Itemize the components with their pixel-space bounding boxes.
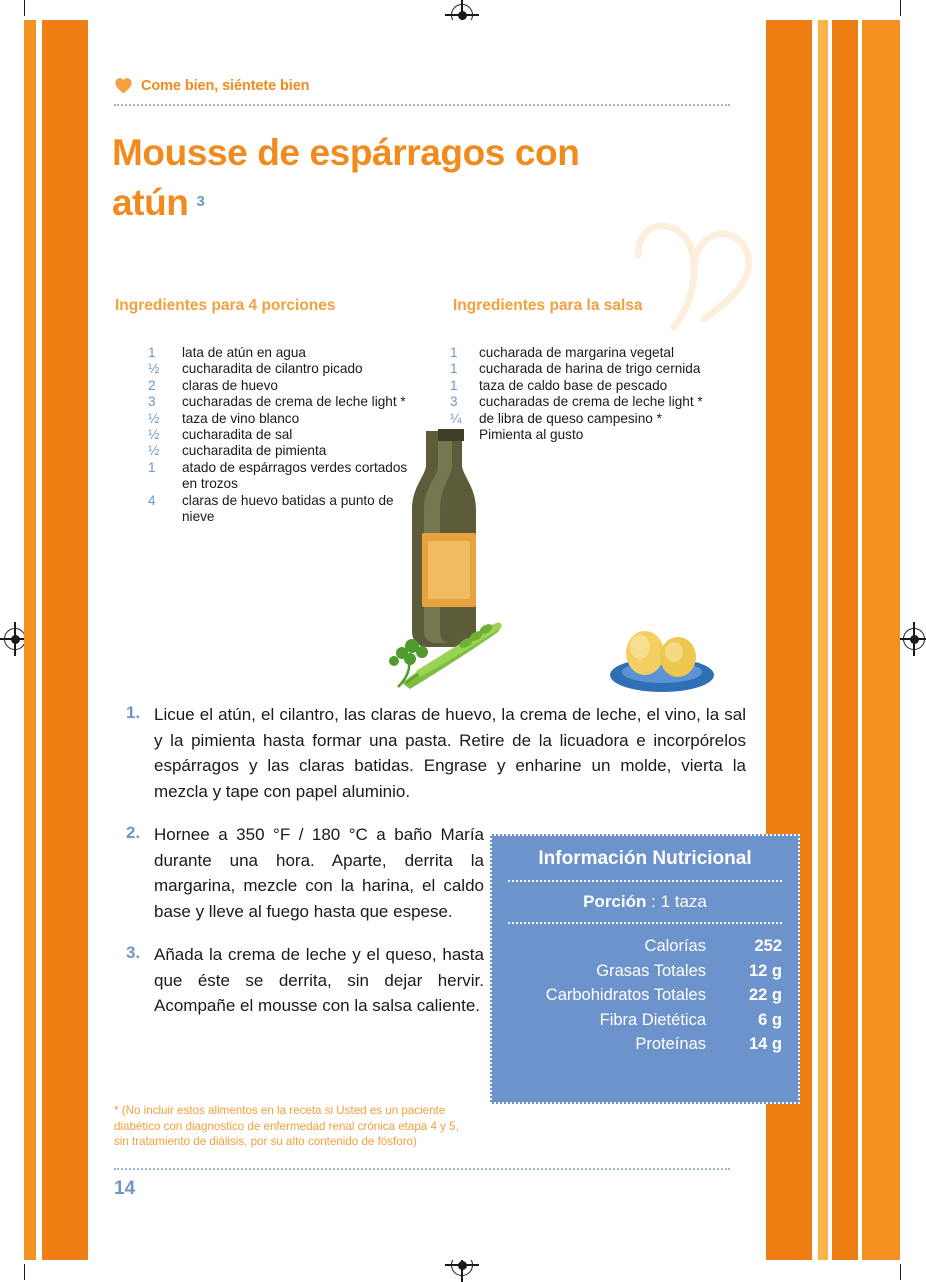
ingredient-quantity: 1 [450,361,458,377]
list-item [450,394,715,410]
ingredient-text: cucharada de harina de trigo cernida [479,361,701,377]
eggs-on-plate-illustration [605,615,720,695]
nutrition-value: 12 g [748,961,782,980]
list-item [148,460,408,493]
wine-bottle-illustration [388,425,528,695]
nutrition-label: Fibra Dietética [599,1010,706,1029]
ingredients-main-list [148,345,408,525]
nutrition-row [508,934,782,959]
ingredient-quantity: 3 [148,394,156,410]
ingredient-quantity: ¼ [450,410,462,426]
list-item [148,411,408,427]
kicker-label: Come bien, siéntete bien [141,77,310,94]
nutrition-row [508,959,782,984]
ingredient-text: taza de vino blanco [182,410,300,426]
registration-mark-right [903,628,925,650]
ingredient-text: cucharadita de sal [182,427,293,443]
ingredient-quantity: ½ [148,427,160,443]
page-title-superscript: 3 [196,192,205,210]
ingredient-text: claras de huevo [182,377,278,393]
ingredient-quantity: 1 [148,459,156,475]
step-text: Añada la crema de leche y el queso, hasta que éste se derrita, sin dejar hervir. Acompañe el mousse con la salsa caliente. [154,945,484,1015]
nutrition-info-box [490,834,800,1104]
nutrition-divider [508,922,782,924]
nutrition-label: Carbohidratos Totales [545,986,706,1004]
ingredient-text: de libra de queso campesino * Pimienta al gusto [479,410,662,443]
list-item [148,427,408,443]
nutrition-portion-label: Porción [583,892,647,911]
ingredient-quantity: 2 [148,377,156,393]
step-number: 2. [126,823,141,842]
nutrition-portion [508,892,782,912]
list-item [148,394,408,410]
step-number: 3. [126,943,141,962]
page-number: 14 [114,1178,136,1199]
nutrition-value: 14 g [748,1035,782,1053]
ingredient-quantity: ½ [148,443,160,459]
ingredient-text: cucharada de margarina vegetal [479,345,674,360]
divider-bottom [114,1168,730,1170]
ingredient-text: claras de huevo batidas a punto de nieve [182,492,394,525]
ingredient-text: taza de caldo base de pescado [479,377,668,393]
decorative-band-right-mid [832,20,858,1260]
ingredients-main-heading: Ingredientes para 4 porciones [115,297,336,314]
list-item [450,361,715,377]
page-title [112,128,672,228]
crop-mark [900,1264,901,1280]
nutrition-label: Proteínas [635,1035,706,1053]
list-item [148,443,408,459]
step-number: 1. [126,703,141,722]
step-text: Licue el atún, el cilantro, las claras de huevo, la crema de leche, el vino, la sal y la pimienta hasta formar una pasta. Retire de la licuadora e incorpórelos espárragos y las claras batidas. Engrase y enharine un molde, vierta la mezcla y tape con papel aluminio. [154,705,746,801]
decorative-band-right-light [818,20,828,1260]
ingredient-text: cucharadas de crema de leche light * [479,394,703,410]
nutrition-rows [508,934,782,1057]
ingredient-quantity: 4 [148,492,156,508]
nutrition-row [508,1032,782,1057]
ingredient-text: cucharadas de crema de leche light * [182,394,406,410]
page-title-text: Mousse de espárragos con atún [112,132,580,223]
ingredient-text: lata de atún en agua [182,345,306,360]
decorative-band-right-outer [862,20,900,1260]
list-item [148,378,408,394]
divider-top [114,104,730,106]
ingredient-quantity: 1 [450,377,458,393]
heart-icon [114,77,133,94]
list-item [148,493,408,526]
nutrition-row [508,1008,782,1033]
registration-mark-left [4,628,26,650]
footnote: * (No incluir estos alimentos en la receta si Usted es un paciente diabético con diagnostico de enfermedad renal crónica etapa 4 y 5, sin tratamiento de diálisis, por su alto contenido de fósforo) [114,1104,459,1148]
nutrition-value: 22 g [748,986,782,1004]
ingredient-text: atado de espárragos verdes cortados en trozos [182,459,408,492]
step-text: Hornee a 350 °F / 180 °C a baño María durante una hora. Aparte, derrita la margarina, mezcle con la harina, el caldo base y lleve al fuego hasta que espese. [154,825,484,921]
ingredients-sauce-heading: Ingredientes para la salsa [453,297,643,314]
list-item [450,378,715,394]
crop-mark [24,1264,25,1280]
ingredient-quantity: 3 [450,394,458,410]
decorative-band-left-inner [42,20,88,1260]
heart-outline-watermark-icon [630,215,760,335]
ingredient-quantity: ½ [148,410,160,426]
kicker [114,77,309,94]
nutrition-row [508,983,782,1008]
step-item [126,702,746,804]
ingredient-text: cucharadita de pimienta [182,443,327,459]
nutrition-value: 6 g [758,1010,782,1029]
ingredient-quantity: 1 [148,345,156,360]
nutrition-title: Información Nutricional [538,848,752,869]
crop-mark [900,0,901,16]
nutrition-divider [508,880,782,882]
nutrition-value: 252 [754,937,782,955]
nutrition-portion-value: : 1 taza [651,892,707,911]
ingredient-quantity: 1 [450,345,458,360]
nutrition-label: Grasas Totales [596,961,706,980]
list-item [148,345,408,361]
list-item [450,345,715,361]
nutrition-label: Calorías [644,937,706,955]
ingredient-text: cucharadita de cilantro picado [182,361,363,377]
crop-mark [24,0,25,16]
decorative-band-left-outer [24,20,36,1260]
ingredient-quantity: ½ [148,361,160,377]
list-item [148,361,408,377]
recipe-page [100,20,782,1260]
